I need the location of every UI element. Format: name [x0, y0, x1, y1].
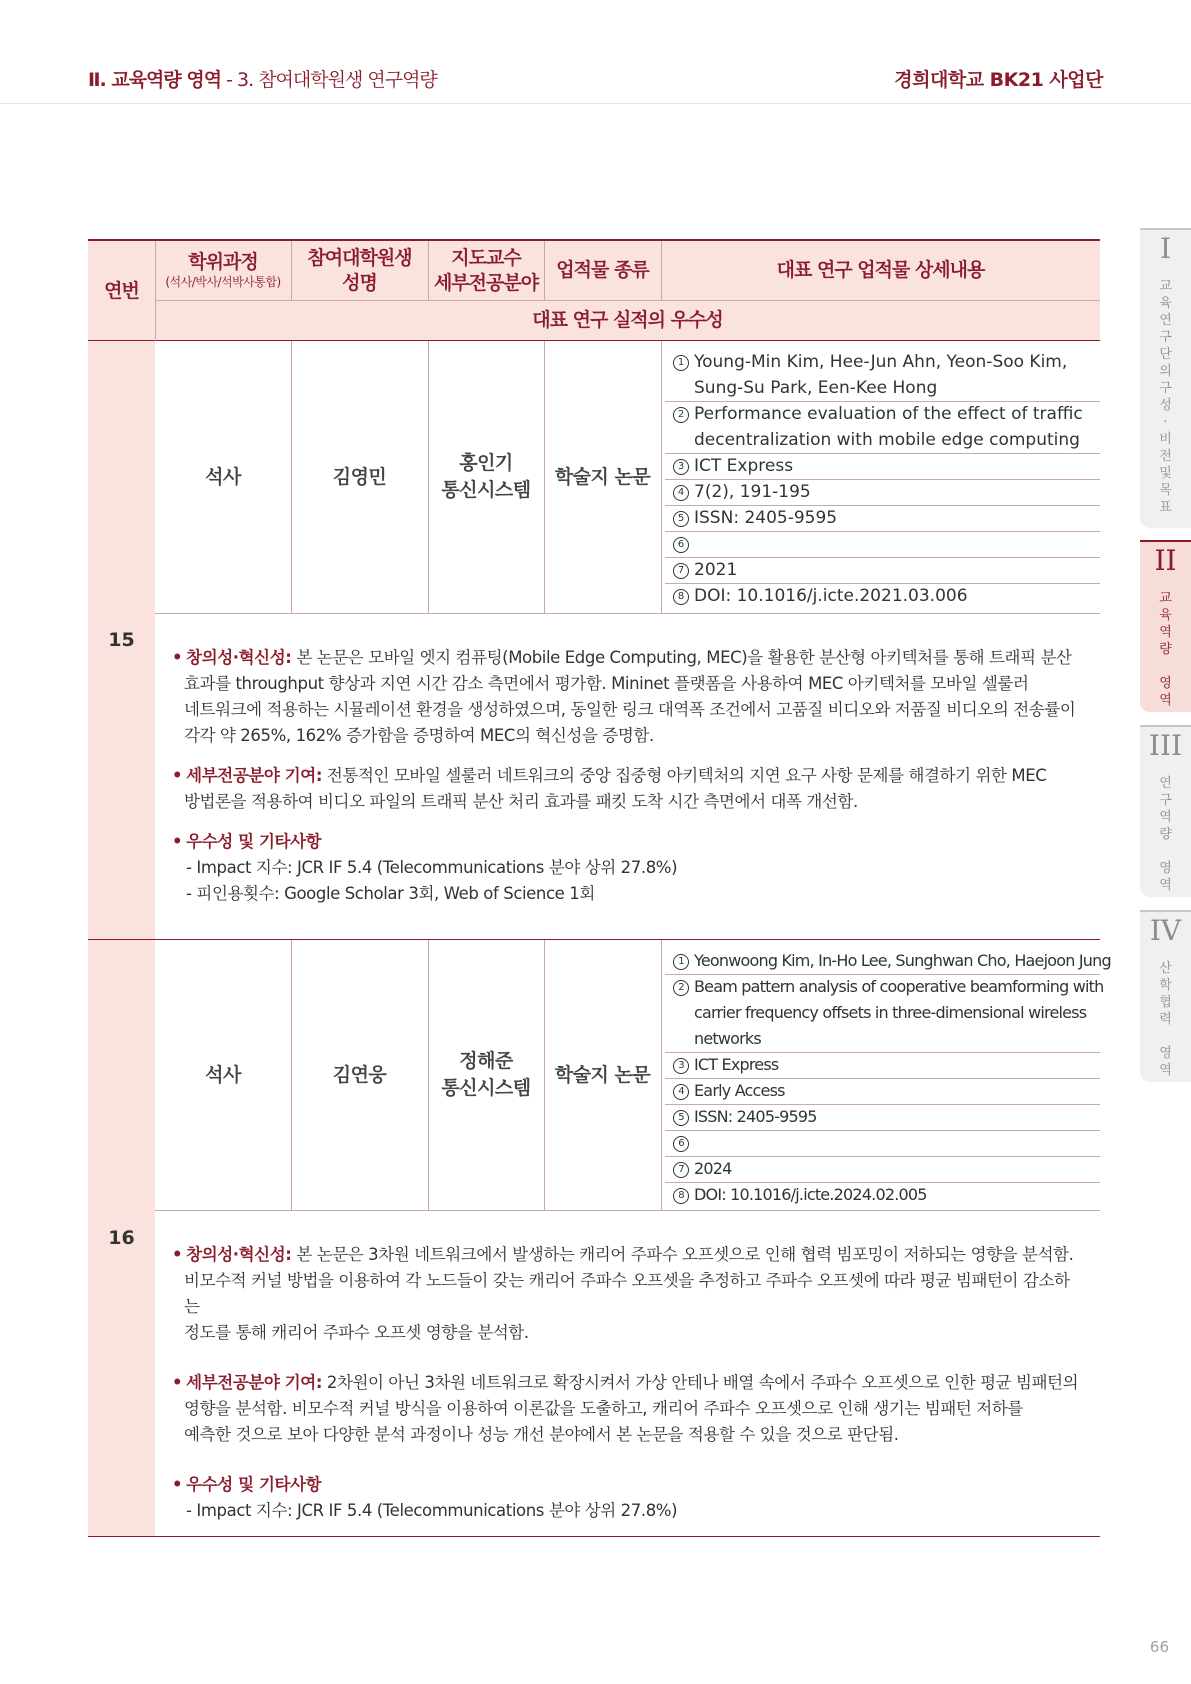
- publication-type-cell: 학술지 논문: [554, 465, 651, 488]
- degree-cell: 석사: [205, 465, 241, 488]
- header-degree: 학위과정 (석사/박사/석박사통합): [165, 251, 281, 290]
- detail-journal: 3 ICT Express: [665, 1052, 1100, 1078]
- detail-empty: [665, 1130, 1100, 1156]
- page-number: 66: [1149, 1638, 1169, 1656]
- chapter-tab-label: 산 학 협 력 영 역: [1159, 961, 1172, 1078]
- detail-title-cont: decentralization with mobile edge computing: [694, 430, 1080, 450]
- detail-journal: 3 ICT Express: [665, 453, 1100, 479]
- circle-number-1: 1: [673, 355, 689, 371]
- circle-number-3: 3: [673, 459, 689, 475]
- advisor-field: 통신시스템: [441, 479, 531, 501]
- circle-number-5: 5: [673, 1110, 689, 1126]
- advisor-name: 홍인기: [459, 452, 513, 475]
- circle-number-4: 4: [673, 1084, 689, 1100]
- advisor-cell: [428, 341, 544, 613]
- chapter-tab-label: 교 육 연 구 단 의 구 성 · 비 전 및 목 표: [1159, 279, 1172, 515]
- row-number: 16: [88, 940, 155, 1536]
- student-name-cell: 김영민: [332, 465, 387, 488]
- chapter-tab-label: 연 구 역 량 영 역: [1159, 776, 1172, 893]
- detail-title-cont: carrier frequency offsets in three-dimensional wireless: [694, 1003, 1087, 1022]
- chapter-tab-label: 교 육 역 량 영 역: [1159, 591, 1172, 708]
- header-no: 연번: [104, 279, 139, 302]
- detail-year: 7 2021: [665, 557, 1100, 583]
- detail-issn: 5 ISSN: 2405-9595: [665, 1104, 1100, 1130]
- detail-issn: 5 ISSN: 2405-9595: [665, 505, 1100, 531]
- table-row: [88, 940, 1111, 1537]
- advisor-name: 정해준: [459, 1050, 513, 1073]
- research-table: [88, 239, 1111, 1537]
- circle-number-6: 6: [673, 537, 689, 553]
- page-header: [0, 0, 1191, 104]
- detail-volume: 4 Early Access: [665, 1078, 1100, 1104]
- circle-number-7: 7: [673, 563, 689, 579]
- section-breadcrumb: [88, 65, 437, 92]
- advisor-field: 통신시스템: [441, 1077, 531, 1099]
- bullet-creativity: • 창의성·혁신성: 본 논문은 3차원 네트워크에서 발생하는 캐리어 주파수 오프셋으로 인해 협력 빔포밍이 저하되는 영향을 분석함. 비모수적 커널 방법을 이용하여 각 노드들이 갖는 캐리어 주파수 오프셋을 추정하고 주파수 오프셋에 따라 평균 빔패턴이 감소하는 정도를 통해 캐리어 주파수 오프셋 영향을 분석함.: [172, 1245, 1074, 1342]
- advisor-cell: [428, 940, 544, 1210]
- header-advisor: 지도교수 세부전공분야: [433, 246, 539, 294]
- chapter-tab-1[interactable]: I 교 육 연 구 단 의 구 성 · 비 전 및 목 표: [1140, 228, 1191, 528]
- circle-number-2: 2: [673, 407, 689, 423]
- bullet-excellence: • 우수성 및 기타사항 - Impact 지수: JCR IF 5.4 (Telecommunications 분야 상위 27.8%): [172, 1475, 678, 1520]
- detail-authors: 1 Yeonwoong Kim, In-Ho Lee, Sunghwan Cho, Haejoon Jung: [665, 948, 1100, 974]
- detail-title-cont: networks: [694, 1029, 761, 1048]
- circle-number-5: 5: [673, 511, 689, 527]
- row-number: 15: [88, 341, 155, 939]
- header-type: 업적물 종류: [556, 259, 649, 282]
- bullet-contribution: • 세부전공분야 기여: 전통적인 모바일 셀룰러 네트워크의 중앙 집중형 아키텍처의 지연 요구 사항 문제를 해결하기 위한 MEC 방법론을 적용하여 비디오 파일의 트래픽 분산 처리 효과를 패킷 도착 시간 측면에서 대폭 개선함.: [172, 766, 1047, 811]
- circle-number-8: 8: [673, 1188, 689, 1204]
- circle-number-2: 2: [673, 980, 689, 996]
- chapter-tab-3[interactable]: III 연 구 역 량 영 역: [1140, 725, 1191, 897]
- detail-title: 2 Beam pattern analysis of cooperative beamforming with: [665, 974, 1100, 1000]
- table-row: [88, 341, 1100, 940]
- detail-title: 2 Performance evaluation of the effect of traffic: [665, 401, 1100, 427]
- circle-number-4: 4: [673, 485, 689, 501]
- excellence-description: [172, 645, 1080, 921]
- header-excellence: 대표 연구 실적의 우수성: [532, 309, 723, 332]
- organization-name: 경희대학교 BK21 사업단: [894, 69, 1103, 91]
- bullet-contribution: • 세부전공분야 기여: 2차원이 아닌 3차원 네트워크로 확장시켜서 가상 안테나 배열 속에서 주파수 오프셋으로 인한 평균 빔패턴의 영향을 분석함. 비모수적 커널 방식을 이용하여 이론값을 도출하고, 캐리어 주파수 오프셋으로 인해 생기는 빔패턴 저하를 예측한 것으로 보아 다양한 분석 과정이나 성능 개선 분야에서 본 논문을 적용할 수 있을 것으로 판단됨.: [172, 1373, 1079, 1444]
- detail-empty: [665, 531, 1100, 557]
- circle-number-6: 6: [673, 1136, 689, 1152]
- chapter-tab-4[interactable]: IV 산 학 협 력 영 역: [1140, 910, 1191, 1082]
- circle-number-8: 8: [673, 589, 689, 605]
- header-student: 참여대학원생 성명: [307, 246, 412, 294]
- circle-number-1: 1: [673, 954, 689, 970]
- chapter-tab-2[interactable]: II 교 육 역 량 영 역: [1140, 540, 1191, 712]
- table-header: [88, 239, 1100, 341]
- circle-number-3: 3: [673, 1058, 689, 1074]
- bullet-excellence: • 우수성 및 기타사항 - Impact 지수: JCR IF 5.4 (Telecommunications 분야 상위 27.8%) - 피인용횟수: Google Scholar 3회, Web of Science 1회: [172, 832, 678, 903]
- detail-authors-cont: Sung-Su Park, Een-Kee Hong: [694, 378, 938, 398]
- excellence-description: [172, 1242, 1080, 1538]
- detail-doi: 8 DOI: 10.1016/j.icte.2024.02.005: [665, 1182, 1100, 1208]
- header-detail: 대표 연구 업적물 상세내용: [776, 259, 985, 282]
- bullet-creativity: • 창의성·혁신성: 본 논문은 모바일 엣지 컴퓨팅(Mobile Edge Computing, MEC)을 활용한 분산형 아키텍처를 통해 트래픽 분산 효과를 throughput 향상과 지연 시간 감소 측면에서 평가함. Mininet 플랫폼을 사용하여 MEC 아키텍처를 모바일 셀룰러 네트워크에 적용하는 시뮬레이션 환경을 생성하였으며, 동일한 링크 대역폭 조건에서 고품질 비디오와 저품질 비디오의 전송률이 각각 약 265%, 162% 증가함을 증명하여 MEC의 혁신성을 증명함.: [172, 648, 1076, 745]
- detail-authors: 1 Young-Min Kim, Hee-Jun Ahn, Yeon-Soo Kim,: [665, 349, 1100, 375]
- circle-number-7: 7: [673, 1162, 689, 1178]
- student-name-cell: 김연웅: [332, 1063, 387, 1086]
- publication-type-cell: 학술지 논문: [554, 1063, 651, 1086]
- detail-doi: 8 DOI: 10.1016/j.icte.2021.03.006: [665, 583, 1100, 609]
- section-title: Ⅱ. 교육역량 영역: [88, 69, 222, 91]
- degree-cell: 석사: [205, 1063, 241, 1086]
- subsection-title: - 3. 참여대학원생 연구역량: [221, 69, 437, 91]
- detail-volume: 4 7(2), 191-195: [665, 479, 1100, 505]
- detail-year: 7 2024: [665, 1156, 1100, 1182]
